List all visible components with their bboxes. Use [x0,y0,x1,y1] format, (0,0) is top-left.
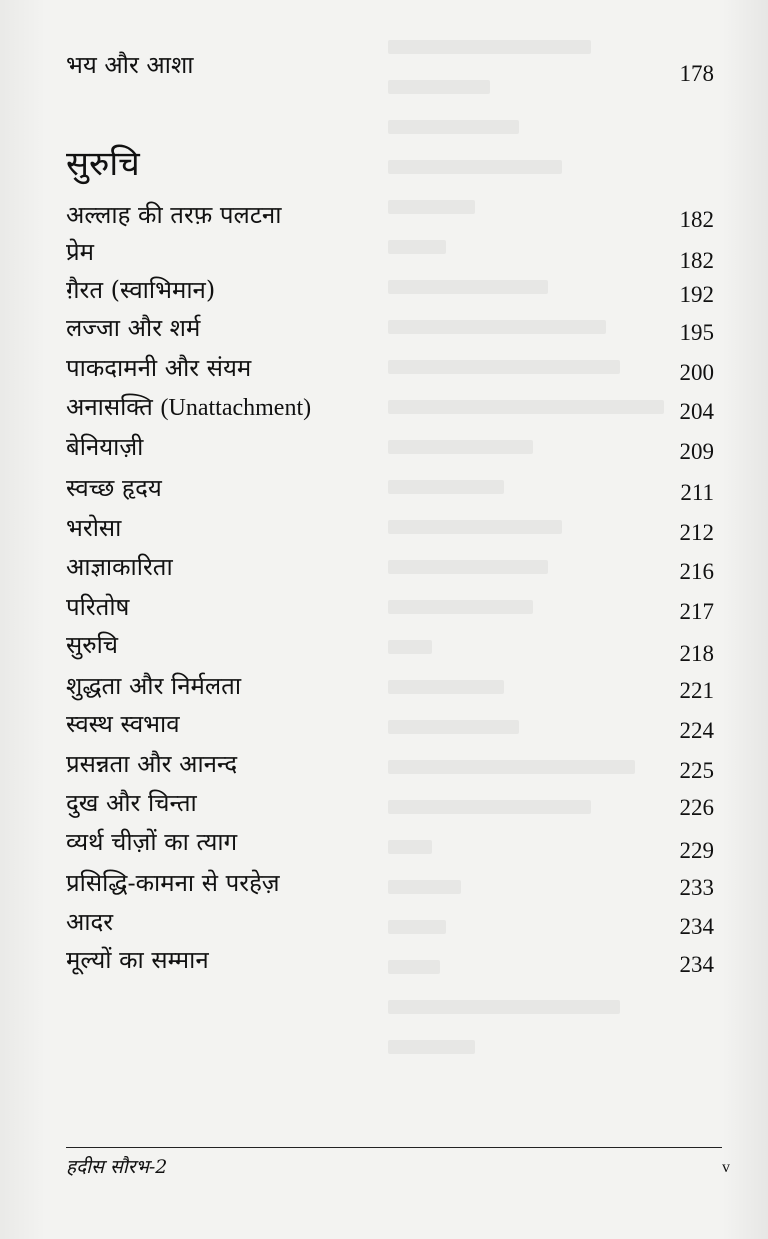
toc-entry-title: बेनियाज़ी [66,433,144,461]
toc-entry-page: 234 [679,914,714,939]
toc-entry [66,868,714,908]
toc-entry-title: आज्ञाकारिता [66,553,173,581]
section-heading: सुरुचि [66,144,140,184]
toc-entry-page: 218 [679,641,714,666]
toc-entry-title: लज्जा और शर्म [66,314,201,342]
toc-entry-page: 200 [679,360,714,385]
toc-entry-title: स्वस्थ स्वभाव [66,710,180,738]
toc-entry-title: व्यर्थ चीज़ों का त्याग [66,828,238,856]
toc-entry-page: 233 [679,875,714,900]
toc-entry-title [66,392,311,423]
toc-entry-page: 182 [679,248,714,273]
toc-entry-page: 224 [679,718,714,743]
toc-entry [66,671,714,711]
running-footer-title: हदीस सौरभ-2 [66,1156,168,1178]
toc-entry-title: आदर [66,908,114,936]
toc-entry-page: 226 [679,795,714,820]
toc-entry [66,827,714,867]
toc-entry [66,749,714,789]
toc-entry [66,592,714,632]
toc-entry-title: अल्लाह की तरफ़ पलटना [66,201,282,229]
toc-entry [66,907,714,947]
toc-entry-title: भय और आशा [66,51,194,79]
toc-entry [66,50,714,90]
toc-entry [66,552,714,592]
toc-entry-title: स्वच्छ हृदय [66,474,162,502]
footer-rule [66,1147,722,1148]
toc-entry-title: शुद्धता और निर्मलता [66,672,242,700]
toc-entry [66,432,714,472]
toc-entry-page: 195 [679,320,714,345]
toc-entry [66,788,714,828]
toc-entry-title-english: (Unattachment) [160,395,312,421]
toc-entry-page: 212 [679,520,714,545]
toc-entry-title: भरोसा [66,514,122,542]
toc-entry-page: 178 [679,61,714,86]
toc-entry [66,513,714,553]
toc-entry-page: 229 [679,838,714,863]
toc-entry-title: सुरुचि [66,631,119,659]
toc-entry-title: प्रसन्नता और आनन्द [66,750,238,778]
toc-entry-page: 209 [679,439,714,464]
toc-entry [66,237,714,277]
toc-entry-title: मूल्यों का सम्मान [66,946,209,974]
toc-entry-title: पाकदामनी और संयम [66,354,252,382]
toc-entry-page: 216 [679,559,714,584]
toc-entry [66,313,714,353]
toc-entry [66,200,714,240]
toc-entry-page: 211 [680,480,714,505]
toc-entry-title: दुख और चिन्ता [66,789,197,817]
toc-entry [66,353,714,393]
toc-entry [66,392,714,432]
toc-entry-page: 182 [679,207,714,232]
toc-entry-title-hindi: अनासक्ति [66,393,153,421]
toc-entry-title: ग़ैरत (स्वाभिमान) [66,276,216,304]
toc-entry [66,473,714,513]
toc-entry [66,709,714,749]
toc-entry-page: 204 [679,399,714,424]
toc-entry-page: 234 [679,952,714,977]
toc-entry [66,275,714,315]
toc-entry-page: 221 [679,678,714,703]
toc-entry-page: 225 [679,758,714,783]
toc-entry [66,945,714,985]
toc-entry [66,630,714,670]
toc-entry-title: प्रेम [66,238,95,266]
page-number: v [722,1159,730,1176]
toc-entry-title: परितोष [66,593,130,621]
toc-entry-page: 217 [679,599,714,624]
toc-entry-title: प्रसिद्धि-कामना से परहेज़ [66,869,280,897]
toc-entry-page: 192 [679,282,714,307]
